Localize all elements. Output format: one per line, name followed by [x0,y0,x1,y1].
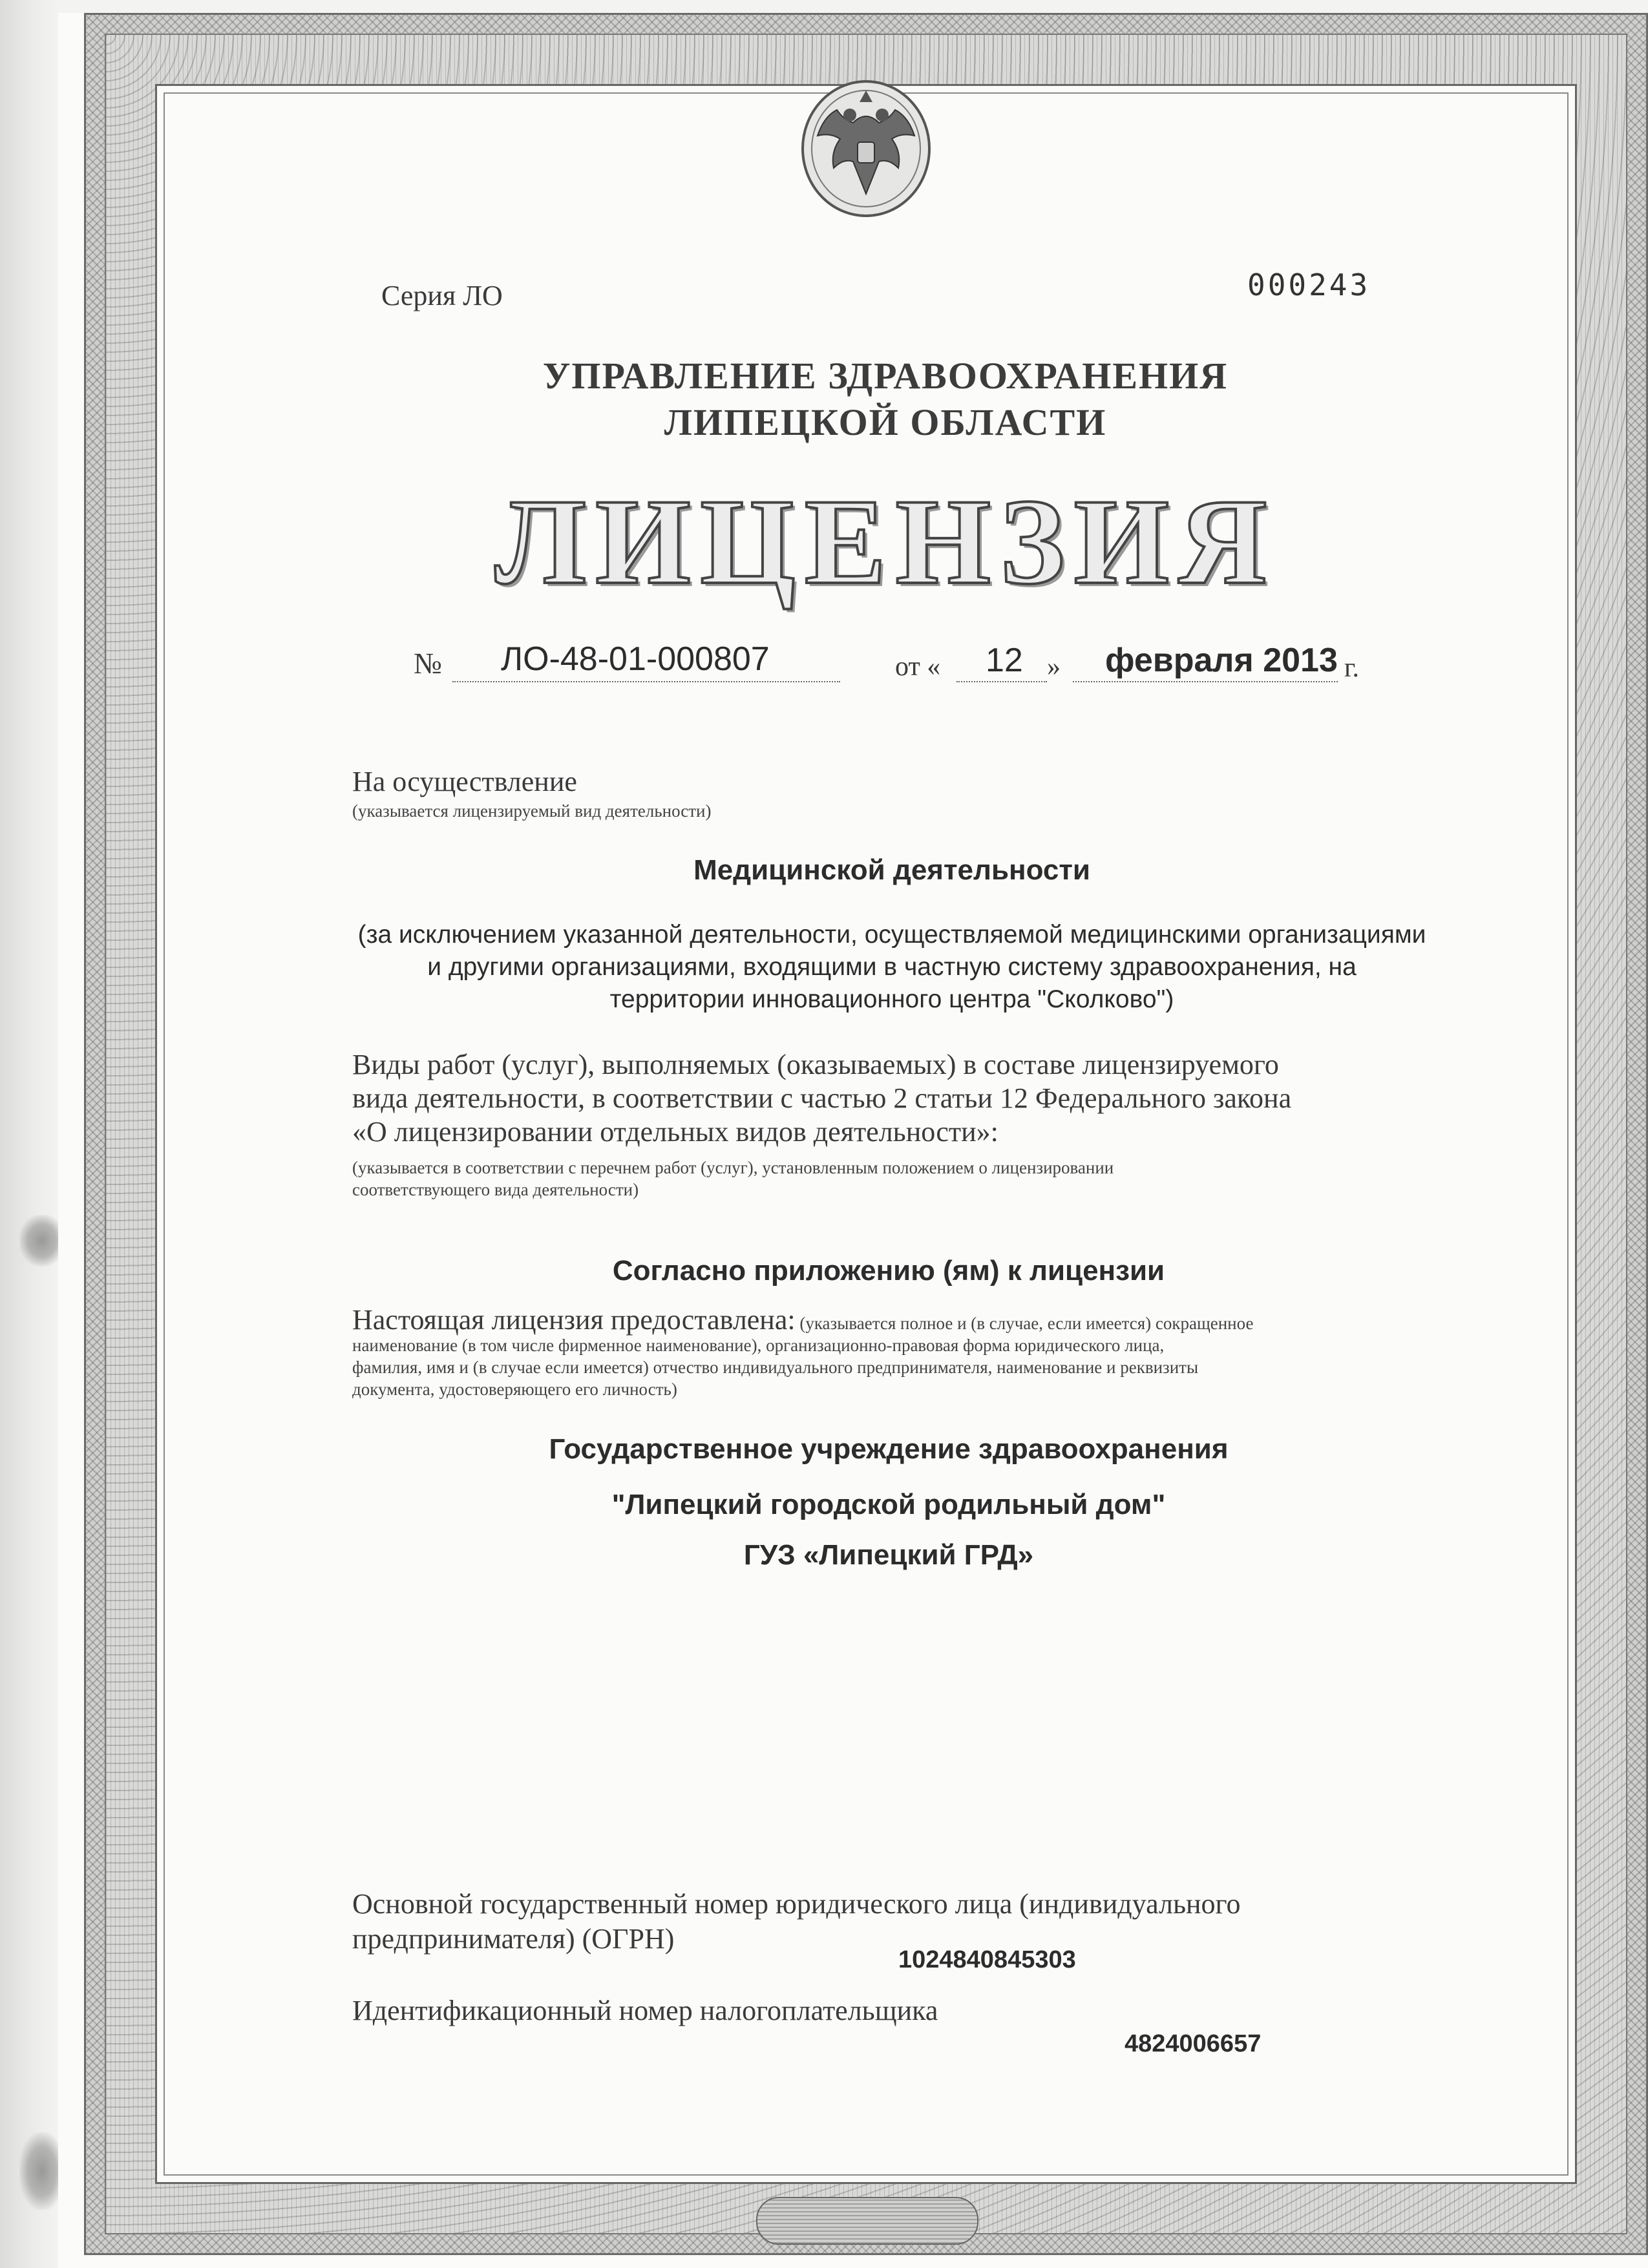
activity-exception: (за исключением указанной деятельности, осуществляемой медицинскими организациями и другими организациями, входящими в частную систему здравоохранения, на территории инновационного центра "Сколково") [357,921,1426,1013]
ogrn-value: 1024840845303 [898,1946,1076,1973]
double-headed-eagle-icon [798,65,934,220]
series-label: Серия ЛО [381,280,503,311]
number-sign: № [414,647,442,680]
licensee-name-line2: "Липецкий городской родильный дом" [611,1489,1166,1520]
works-reference: Согласно приложению (ям) к лицензии [612,1255,1165,1286]
issuing-authority-line1: УПРАВЛЕНИЕ ЗДРАВООХРАНЕНИЯ [542,355,1229,397]
inn-value: 4824006657 [1125,2030,1262,2057]
activity-name: Медицинской деятельности [693,854,1090,886]
inn-label: Идентификационный номер налогоплательщика [352,1995,938,2026]
activity-label: На осуществление [352,766,577,797]
bottom-ornament [756,2197,978,2245]
day-underline [956,681,1047,682]
licensee-label: Настоящая лицензия предоставлена: [352,1304,796,1336]
licensee-note: Настоящая лицензия предоставлена: (указывается полное и (в случае, если имеется) сокращенное наименование (в том числе фирменное наименование), организационно-правовая форма юридического лица, фамилия, имя и (в случае если имеется) отчество индивидуального предпринимателя, наименование и реквизиты документа, удостоверяющего его личность) [352,1304,1254,1399]
license-number: ЛО-48-01-000807 [501,640,770,678]
activity-note: (указывается лицензируемый вид деятельности) [352,801,712,821]
works-description: Виды работ (услуг), выполняемых (оказываемых) в составе лицензируемого вида деятельности, в соответствии с частью 2 статьи 12 Федерального закона «О лицензировании отдельных видов деятельности»: [352,1049,1292,1148]
document-title: ЛИЦЕНЗИЯ [494,474,1276,610]
issue-day: 12 [986,642,1023,679]
number-underline [452,681,840,682]
date-quote-close: » [1047,652,1061,682]
year-suffix: г. [1344,653,1359,683]
issuing-authority-line2: ЛИПЕЦКОЙ ОБЛАСТИ [664,401,1107,443]
ogrn-label: Основной государственный номер юридического лица (индивидуального предпринимателя) (ОГРН) [352,1888,1241,1955]
serial-number: 000243 [1247,268,1371,302]
date-from-label: от « [895,652,941,682]
works-note: (указывается в соответствии с перечнем работ (услуг), установленным положением о лицензировании соответствующего вида деятельности) [352,1158,1114,1199]
scan-edge [0,0,58,2268]
month-underline [1073,681,1338,682]
licensee-name-line1: Государственное учреждение здравоохранения [549,1433,1229,1465]
licensee-short-name: ГУЗ «Липецкий ГРД» [743,1539,1034,1571]
issue-month-year: февраля 2013 [1105,642,1338,679]
